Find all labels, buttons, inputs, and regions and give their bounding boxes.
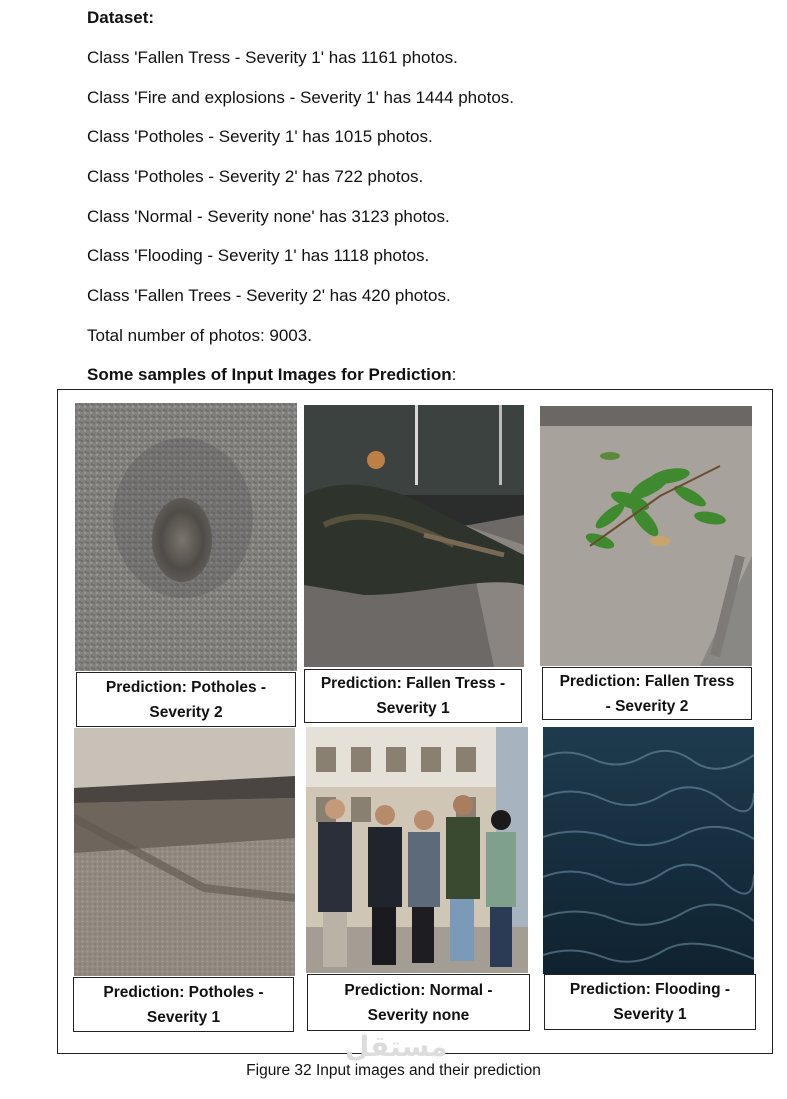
photo-fallen-tree-severity-2 — [540, 406, 752, 666]
samples-heading-text: Some samples of Input Images for Prediction — [87, 365, 452, 384]
pothole-edge-image — [74, 728, 295, 976]
dataset-line: Class 'Potholes - Severity 2' has 722 photos. — [87, 167, 424, 186]
caption-text: Prediction: Potholes - Severity 1 — [103, 983, 264, 1026]
caption-box — [544, 974, 756, 1030]
samples-heading — [87, 365, 456, 385]
dataset-line: Class 'Fallen Trees - Severity 2' has 420 photos. — [87, 286, 451, 305]
caption-text: Prediction: Flooding - Severity 1 — [569, 981, 731, 1023]
dataset-total: Total number of photos: 9003. — [87, 326, 312, 345]
fallen-tree-night-image — [304, 405, 524, 667]
dataset-heading: Dataset: — [87, 8, 155, 27]
photo-normal-severity-none — [306, 727, 528, 973]
caption-box — [307, 974, 530, 1031]
caption-box — [73, 977, 294, 1032]
caption-box — [304, 669, 522, 723]
dataset-line: Class 'Normal - Severity none' has 3123 photos. — [87, 207, 450, 226]
figure-caption: Figure 32 Input images and their prediction — [246, 1062, 541, 1079]
dataset-line: Class 'Fallen Tress - Severity 1' has 1161 photos. — [87, 48, 458, 67]
caption-text: Prediction: Potholes - Severity 2 — [105, 678, 267, 721]
dataset-line: Class 'Potholes - Severity 1' has 1015 photos. — [87, 127, 433, 146]
water-waves-image — [543, 727, 754, 974]
dataset-line: Class 'Fire and explosions - Severity 1' has 1444 photos. — [87, 88, 514, 107]
samples-heading-colon: : — [451, 365, 457, 384]
caption-box — [542, 667, 752, 720]
fallen-branch-image — [540, 406, 752, 666]
caption-text: Prediction: Normal - Severity none — [344, 981, 493, 1024]
photo-flooding-severity-1 — [543, 727, 754, 974]
caption-box — [76, 672, 296, 727]
watermark-logo: مستقل — [345, 1031, 448, 1062]
caption-text: Prediction: Fallen Tress - Severity 1 — [320, 675, 506, 717]
photo-fallen-tree-severity-1 — [304, 405, 524, 667]
pothole-image — [75, 403, 297, 671]
caption-text: Prediction: Fallen Tress - Severity 2 — [559, 672, 735, 715]
group-people-image — [306, 727, 528, 973]
photo-pothole-severity-2 — [75, 403, 297, 671]
photo-pothole-severity-1 — [74, 728, 295, 976]
dataset-line: Class 'Flooding - Severity 1' has 1118 photos. — [87, 246, 430, 265]
